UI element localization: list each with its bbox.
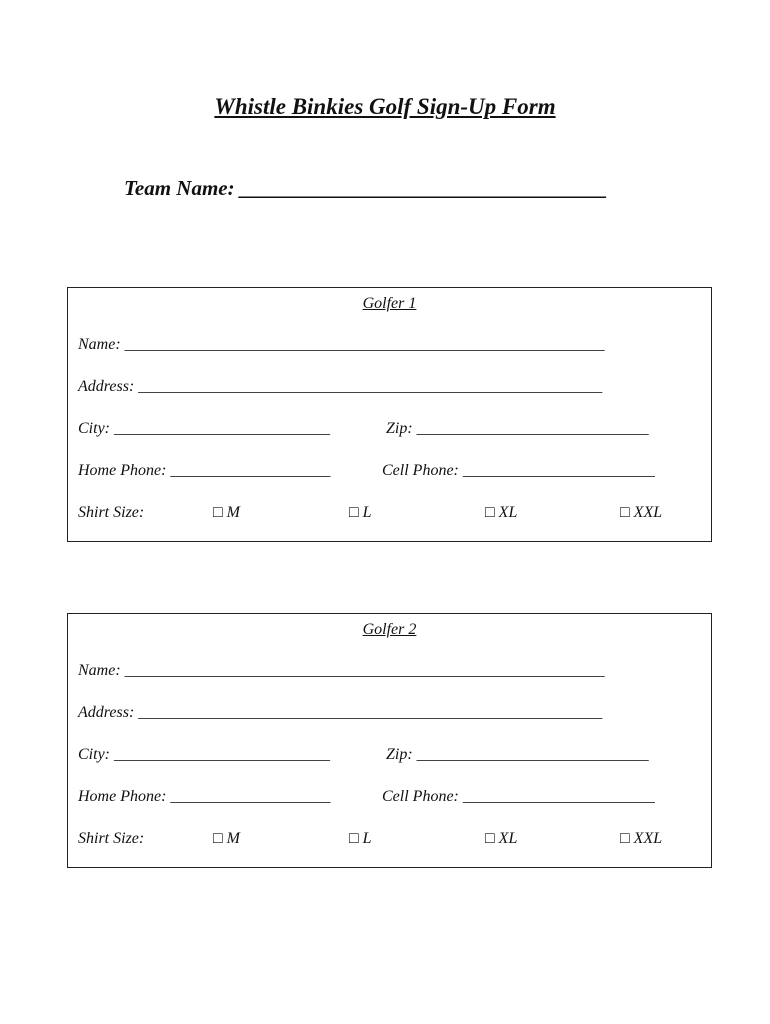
golfer-2-cell-phone-field[interactable]: Cell Phone: ________________________ — [382, 788, 655, 805]
golfer-1-zip-field[interactable]: Zip: _____________________________ — [386, 420, 649, 437]
golfer-2-section — [67, 613, 712, 868]
golfer-1-shirt-size-label: Shirt Size: — [78, 504, 145, 521]
golfer-2-zip-field[interactable]: Zip: _____________________________ — [386, 746, 649, 763]
golfer-2-name-field[interactable]: Name: ____________________________________________________________ — [78, 662, 605, 679]
golfer-2-home-phone-field[interactable]: Home Phone: ____________________ — [78, 788, 331, 805]
golfer-1-size-l-checkbox[interactable]: □ L — [349, 504, 372, 521]
golfer-1-size-xxl-checkbox[interactable]: □ XXL — [620, 504, 663, 521]
golfer-2-city-field[interactable]: City: ___________________________ — [78, 746, 330, 763]
golfer-2-address-field[interactable]: Address: __________________________________________________________ — [78, 704, 603, 721]
golfer-1-size-xl-checkbox[interactable]: □ XL — [485, 504, 518, 521]
golfer-2-heading: Golfer 2 — [362, 621, 417, 638]
golfer-1-heading: Golfer 1 — [362, 295, 417, 312]
golfer-2-size-l-checkbox[interactable]: □ L — [349, 830, 372, 847]
golfer-1-city-field[interactable]: City: ___________________________ — [78, 420, 330, 437]
golfer-2-size-m-checkbox[interactable]: □ M — [213, 830, 240, 847]
golfer-1-name-field[interactable]: Name: ____________________________________________________________ — [78, 336, 605, 353]
golfer-2-shirt-size-label: Shirt Size: — [78, 830, 145, 847]
golfer-2-size-xl-checkbox[interactable]: □ XL — [485, 830, 518, 847]
golfer-1-home-phone-field[interactable]: Home Phone: ____________________ — [78, 462, 331, 479]
team-name-field[interactable]: Team Name: ___________________________________ — [124, 176, 608, 200]
form-title: Whistle Binkies Golf Sign-Up Form — [214, 94, 556, 119]
golfer-1-section — [67, 287, 712, 542]
golfer-1-cell-phone-field[interactable]: Cell Phone: ________________________ — [382, 462, 655, 479]
golfer-1-size-m-checkbox[interactable]: □ M — [213, 504, 240, 521]
golfer-2-size-xxl-checkbox[interactable]: □ XXL — [620, 830, 663, 847]
golfer-1-address-field[interactable]: Address: __________________________________________________________ — [78, 378, 603, 395]
